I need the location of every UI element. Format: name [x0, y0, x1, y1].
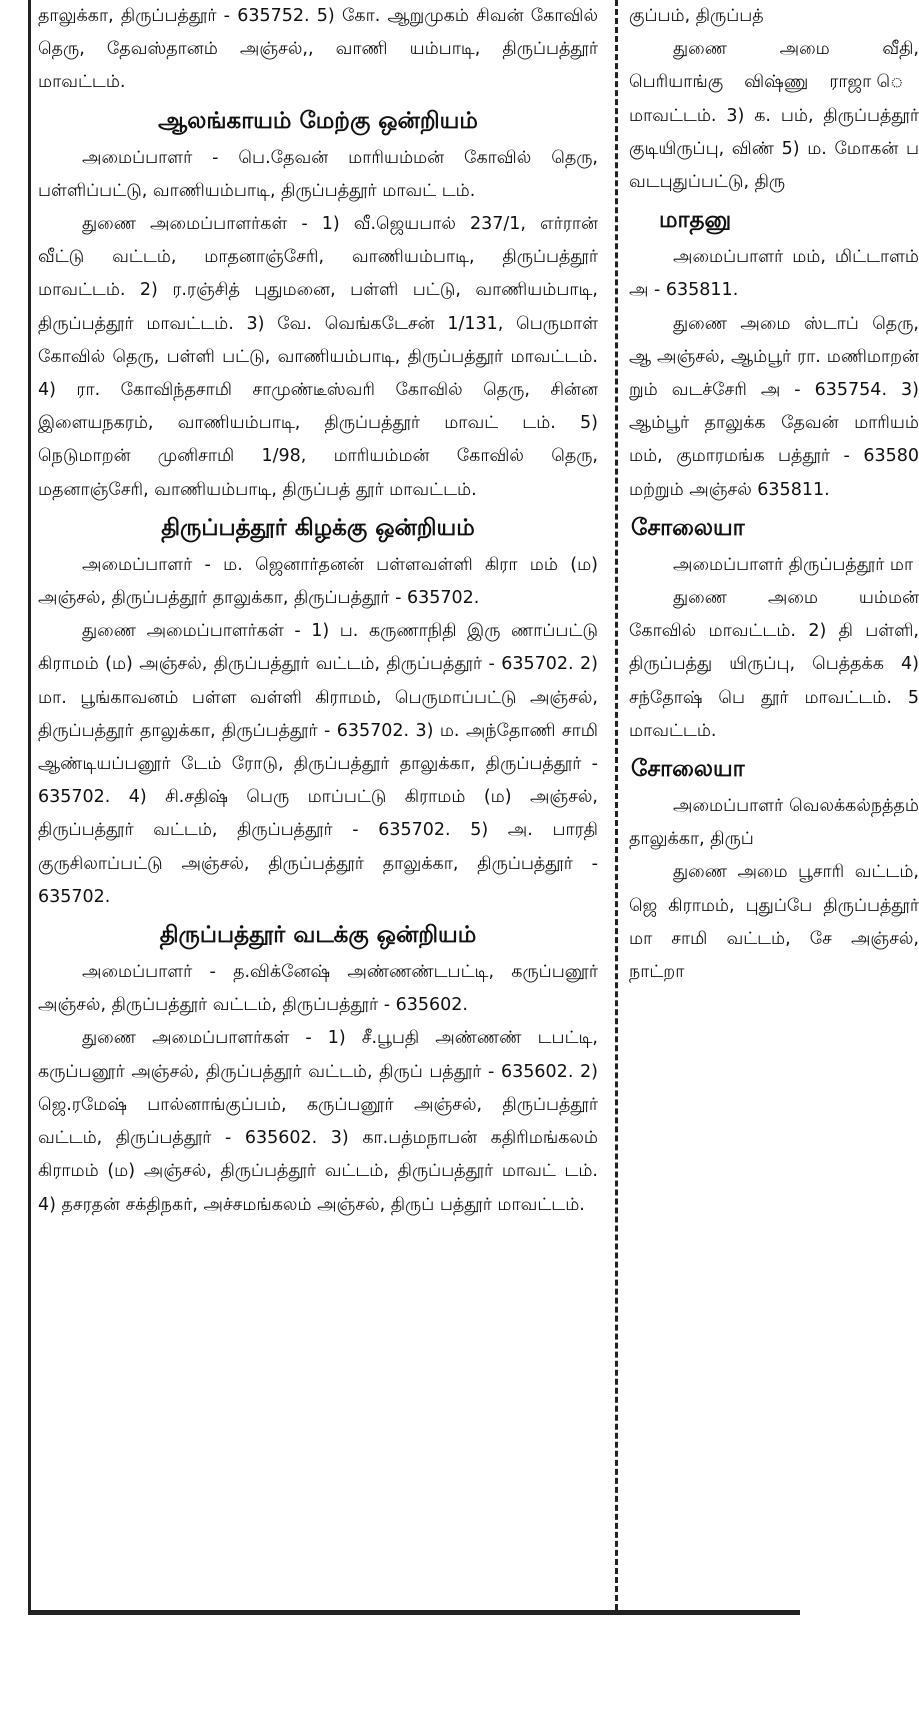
- right-section-title: சோலையா: [631, 756, 745, 783]
- left-column: [38, 0, 604, 1222]
- organizer-paragraph: அமைப்பாளர் - ம. ஜெனார்தனன் பள்ளவள்ளி கிரா மம் (ம) அஞ்சல், திருப்பத்தூர் தாலுக்கா, திருப்பத்தூர் - 635702.: [38, 554, 598, 609]
- section-title-tirupattur-north: திருப்பத்தூர் வடக்கு ஒன்றியம்: [159, 922, 477, 949]
- organizer-paragraph: அமைப்பாளர் - த.விக்னேஷ் அண்ணண்டபட்டி, கருப்பனூர் அஞ்சல், திருப்பத்தூர் வட்டம், திருப்பத்தூர் - 635602.: [38, 962, 598, 1016]
- column-divider: [615, 0, 618, 1610]
- right-paragraph: அமைப்பாளர் வெலக்கல்நத்தம் தாலுக்கா, திருப்: [629, 796, 919, 850]
- deputies-paragraph: துணை அமைப்பாளர்கள் - 1) வீ.ஜெயபால் 237/1, எர்ரான் வீட்டு வட்டம், மாதனாஞ்சேரி, வாணியம்பாடி, திருப்பத்தூர் மாவட்டம். 2) ர.ரஞ்சித் புதுமனை, பள்ளி பட்டு, வாணியம்பாடி, திருப்பத்தூர் மாவட்டம். 3) வே. வெங்கடேசன் 1/131, பெருமாள் கோவில் தெரு, பள்ளி பட்டு, வாணியம்பாடி, திருப்பத்தூர் மாவட்டம். 4) ரா. கோவிந்தசாமி சாமுண்டீஸ்வரி கோவில் தெரு, சின்ன இளையநகரம், வாணியம்பாடி, திருப்பத்தூர் மாவட் டம். 5) நெடுமாறன் முனிசாமி 1/98, மாரியம்மன் கோவில் தெரு, மதனாஞ்சேரி, வாணியம்பாடி, திருப்பத் தூர் மாவட்டம்.: [38, 214, 598, 500]
- right-section-title: சோலையா: [631, 514, 745, 541]
- section-title-alangayam-west: ஆலங்காயம் மேற்கு ஒன்றியம்: [158, 107, 478, 134]
- right-paragraph: துணை அமை யம்மன் கோவில் மாவட்டம். 2) தி பள்ளி, திருப்பத்து யிருப்பு, பெத்தக்க 4) சந்தோஷ் பெ தூர் மாவட்டம். 5 மாவட்டம்.: [629, 588, 919, 741]
- deputies-paragraph: துணை அமைப்பாளர்கள் - 1) ப. கருணாநிதி இரு ணாப்பட்டு கிராமம் (ம) அஞ்சல், திருப்பத்தூர் வட்டம், திருப்பத்தூர் - 635702. 2) மா. பூங்காவனம் பள்ள வள்ளி கிராமம், பெருமாப்பட்டு அஞ்சல், திருப்பத்தூர் தாலுக்கா, திருப்பத்தூர் - 635702. 3) ம. அந்தோணி சாமி ஆண்டியப்பனூர் டேம் ரோடு, திருப்பத்தூர் தாலுக்கா, திருப்பத்தூர் - 635702. 4) சி.சதிஷ் பெரு மாப்பட்டு கிராமம் (ம) அஞ்சல், திருப்பத்தூர் வட்டம், திருப்பத்தூர் - 635702. 5) அ. பாரதி குருசிலாப்பட்டு அஞ்சல், திருப்பத்தூர் தாலுக்கா, திருப்பத்தூர் - 635702.: [38, 621, 598, 907]
- right-section-title: மாதனு: [659, 207, 732, 234]
- intro-paragraph: தாலுக்கா, திருப்பத்தூர் - 635752. 5) கோ. ஆறுமுகம் சிவன் கோவில் தெரு, தேவஸ்தானம் அஞ்சல்,, வாணி யம்பாடி, திருப்பத்தூர் மாவட்டம்.: [38, 6, 598, 93]
- right-intro: குப்பம், திருப்பத்: [629, 6, 764, 26]
- deputies-paragraph: துணை அமைப்பாளர்கள் - 1) சீ.பூபதி அண்ணண் டபட்டி, கருப்பனூர் அஞ்சல், திருப்பத்தூர் வட்டம், திருப் பத்தூர் - 635602. 2) ஜெ.ரமேஷ் பால்னாங்குப்பம், கருப்பனூர் அஞ்சல், திருப்பத்தூர் வட்டம், திருப்பத்தூர் - 635602. 3) கா.பத்மநாபன் கதிரிமங்கலம் கிராமம் (ம) அஞ்சல், திருப்பத்தூர் வட்டம், திருப்பத்தூர் மாவட் டம். 4) தசரதன் சக்திநகர், அச்சமங்கலம் அஞ்சல், திருப் பத்தூர் மாவட்டம்.: [38, 1028, 598, 1215]
- right-paragraph: துணை அமை வீதி, பெரியாங்கு விஷ்ணு ராஜா ெ மாவட்டம். 3) க. பம், திருப்பத்தூர் குடியிருப்பு, விண் 5) ம. மோகன் ப வடபுதுப்பட்டு, திரு: [629, 39, 919, 193]
- organizer-paragraph: அமைப்பாளர் - பெ.தேவன் மாரியம்மன் கோவில் தெரு, பள்ளிப்பட்டு, வாணியம்பாடி, திருப்பத்தூர் மாவட் டம்.: [38, 147, 598, 201]
- bottom-rule: [28, 1610, 800, 1615]
- right-paragraph: அமைப்பாளர் மம், மிட்டாளம் அ - 635811.: [629, 247, 919, 301]
- right-paragraph: துணை அமை ஸ்டாப் தெரு, ஆ அஞ்சல், ஆம்பூர் ரா. மணிமாறன் றும் வடச்சேரி அ - 635754. 3) ஆம்பூர் தாலுக்க தேவன் மாரியம் மம், குமாரமங்க பத்தூர் - 63580 மற்றும் அஞ்சல் 635811.: [629, 313, 919, 500]
- right-paragraph: துணை அமை பூசாரி வட்டம், ஜெ கிராமம், புதுப்பே திருப்பத்தூர் மா சாமி வட்டம், சே அஞ்சல், நாட்றா: [629, 862, 919, 983]
- right-paragraph: அமைப்பாளர் திருப்பத்தூர் மா: [673, 554, 914, 575]
- right-column: [629, 0, 919, 989]
- section-title-tirupattur-east: திருப்பத்தூர் கிழக்கு ஒன்றியம்: [161, 514, 475, 541]
